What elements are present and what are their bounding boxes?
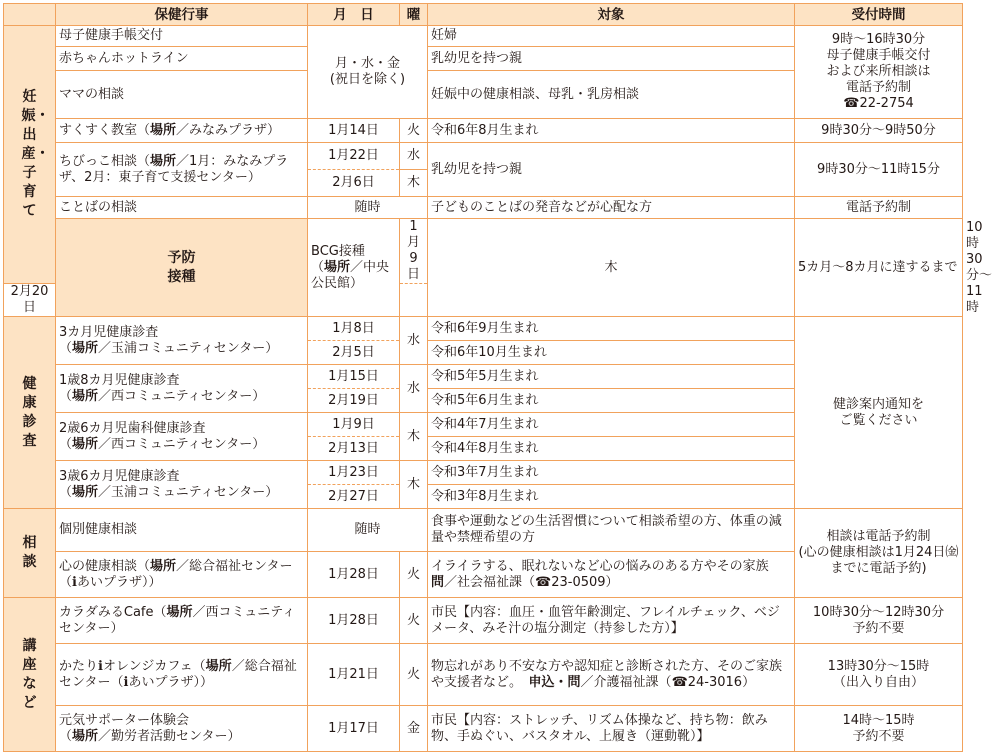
header-date: 月 日 <box>308 4 400 26</box>
table-row <box>4 317 963 341</box>
section-pregnancy: 妊娠・出産・子育て <box>4 26 56 284</box>
header-time: 受付時間 <box>795 4 963 26</box>
header-corner <box>4 4 56 26</box>
target-cell: イライラする、眠れないなど心の悩みのある方やその家族 問／社会福祉課（☎23-0509） <box>428 552 795 598</box>
target-cell: 物忘れがあり不安な方や認知症と診断された方、そのご家族や支援者など。 申込・問／介護福祉課（☎24-3016） <box>428 644 795 706</box>
table-row: 予防 接種 BCG接種 （場所／中央公民館） 1月9日 木 5カ月〜8カ月に達するまで 10時30分〜11時 <box>4 219 963 284</box>
target-cell: 令和5年5月生まれ <box>428 365 795 389</box>
header-event: 保健行事 <box>56 4 308 26</box>
date-cell: 1月22日 <box>308 143 400 170</box>
time-cell: 10時30分〜12時30分 予約不要 <box>795 598 963 644</box>
health-events-table <box>3 3 992 752</box>
dow-cell: 火 <box>400 598 428 644</box>
dow-cell: 火 <box>400 119 428 143</box>
table-row <box>4 644 963 706</box>
target-cell: 令和3年7月生まれ <box>428 461 795 485</box>
event-cell: ママの相談 <box>56 71 308 119</box>
target-cell: 5カ月〜8カ月に達するまで <box>795 219 963 317</box>
event-cell: 3歳6カ月児健康診査 （場所／玉浦コミュニティセンター） <box>56 461 308 509</box>
phone-icon: ☎ <box>843 96 860 111</box>
date-cell: 2月13日 <box>308 437 400 461</box>
person-icon: ℹ <box>98 658 103 674</box>
date-cell: 2月19日 <box>308 389 400 413</box>
date-cell: 随時 <box>308 197 428 219</box>
table-row <box>4 509 963 552</box>
date-cell: 1月15日 <box>308 365 400 389</box>
date-cell: 1月9日 <box>308 413 400 437</box>
target-cell: 市民【内容：ストレッチ、リズム体操など、持ち物：飲み物、手ぬぐい、バスタオル、上履き（運動靴）】 <box>428 706 795 752</box>
dow-cell: 木 <box>400 461 428 509</box>
date-cell: 2月20日 <box>4 284 56 317</box>
section-vaccine: 予防 接種 <box>56 219 308 317</box>
event-cell: 1歳8カ月児健康診査 （場所／西コミュニティセンター） <box>56 365 308 413</box>
event-cell: 3カ月児健康診査 （場所／玉浦コミュニティセンター） <box>56 317 308 365</box>
date-cell: 2月6日 <box>308 170 400 197</box>
date-cell: 1月28日 <box>308 552 400 598</box>
event-cell: カラダみるCafe（場所／西コミュニティセンター） <box>56 598 308 644</box>
time-cell: 電話予約制 <box>795 197 963 219</box>
date-cell: 1月14日 <box>308 119 400 143</box>
table-row <box>4 119 963 143</box>
event-cell: 赤ちゃんホットライン <box>56 47 308 71</box>
date-cell: 1月23日 <box>308 461 400 485</box>
date-cell: 随時 <box>308 509 428 552</box>
section-lecture: 講座など <box>4 598 56 752</box>
event-cell: BCG接種 （場所／中央公民館） <box>308 219 400 317</box>
time-cell: 14時〜15時 予約不要 <box>795 706 963 752</box>
event-cell: 母子健康手帳交付 <box>56 26 308 47</box>
target-cell: 令和6年9月生まれ <box>428 317 795 341</box>
person-icon: ℹ <box>72 574 77 590</box>
header-dow: 曜 <box>400 4 428 26</box>
dow-cell: 火 <box>400 552 428 598</box>
time-cell: 9時〜16時30分 母子健康手帳交付 および来所相談は 電話予約制 ☎22-2754 <box>795 26 963 119</box>
table-row <box>4 197 963 219</box>
dow-cell: 木 <box>428 219 795 317</box>
event-cell: かたりℹオレンジカフェ（場所／総合福祉センター（ℹあいプラザ）） <box>56 644 308 706</box>
target-cell: 市民【内容：血圧・血管年齢測定、フレイルチェック、ベジメータ、みそ汁の塩分測定（持参した方）】 <box>428 598 795 644</box>
date-cell: 2月27日 <box>308 485 400 509</box>
target-cell: 令和6年8月生まれ <box>428 119 795 143</box>
table-row <box>4 26 963 47</box>
time-cell: 相談は電話予約制 (心の健康相談は1月24日㈮までに電話予約) <box>795 509 963 598</box>
target-cell: 妊娠中の健康相談、母乳・乳房相談 <box>428 71 795 119</box>
section-consult: 相談 <box>4 509 56 598</box>
phone-icon: ☎ <box>535 574 552 590</box>
table-row <box>4 706 963 752</box>
date-cell: 1月21日 <box>308 644 400 706</box>
date-cell: 1月28日 <box>308 598 400 644</box>
target-cell: 子どものことばの発音などが心配な方 <box>428 197 795 219</box>
time-cell: 9時30分〜9時50分 <box>795 119 963 143</box>
target-cell: 令和4年8月生まれ <box>428 437 795 461</box>
event-cell: ことばの相談 <box>56 197 308 219</box>
date-cell: 1月9日 <box>400 219 428 284</box>
section-checkup: 健康診査 <box>4 317 56 509</box>
date-cell: 月・水・金 (祝日を除く) <box>308 26 428 119</box>
event-cell: 2歳6カ月児歯科健康診査 （場所／西コミュニティセンター） <box>56 413 308 461</box>
event-cell: 心の健康相談（場所／総合福祉センター（ℹあいプラザ）） <box>56 552 308 598</box>
event-cell: 元気サポーター体験会 （場所／勤労者活動センター） <box>56 706 308 752</box>
target-cell: 乳幼児を持つ親 <box>428 47 795 71</box>
event-cell: 個別健康相談 <box>56 509 308 552</box>
target-cell: 令和3年8月生まれ <box>428 485 795 509</box>
target-cell: 令和4年7月生まれ <box>428 413 795 437</box>
event-cell: すくすく教室（場所／みなみプラザ） <box>56 119 308 143</box>
target-cell: 妊婦 <box>428 26 795 47</box>
target-cell: 令和5年6月生まれ <box>428 389 795 413</box>
target-cell: 食事や運動などの生活習慣について相談希望の方、体重の減量や禁煙希望の方 <box>428 509 795 552</box>
target-cell: 令和6年10月生まれ <box>428 341 795 365</box>
dow-cell: 木 <box>400 413 428 461</box>
table-row <box>4 598 963 644</box>
table-row <box>4 143 963 170</box>
time-cell: 13時30分〜15時 （出入り自由） <box>795 644 963 706</box>
date-cell: 1月8日 <box>308 317 400 341</box>
phone-icon: ☎ <box>671 674 688 690</box>
person-icon: ℹ <box>123 674 129 690</box>
dow-cell: 木 <box>400 170 428 197</box>
header-target: 対象 <box>428 4 795 26</box>
date-cell: 2月5日 <box>308 341 400 365</box>
dow-cell: 金 <box>400 706 428 752</box>
event-cell: ちびっこ相談（場所／1月：みなみプラザ、2月：東子育て支援センター） <box>56 143 308 197</box>
target-cell: 乳幼児を持つ親 <box>428 143 795 197</box>
header-row <box>4 4 963 26</box>
time-cell: 健診案内通知を ご覧ください <box>795 317 963 509</box>
date-cell: 1月17日 <box>308 706 400 752</box>
time-cell: 9時30分〜11時15分 <box>795 143 963 197</box>
dow-cell: 火 <box>400 644 428 706</box>
dow-cell: 水 <box>400 143 428 170</box>
dow-cell: 水 <box>400 317 428 365</box>
dow-cell: 水 <box>400 365 428 413</box>
